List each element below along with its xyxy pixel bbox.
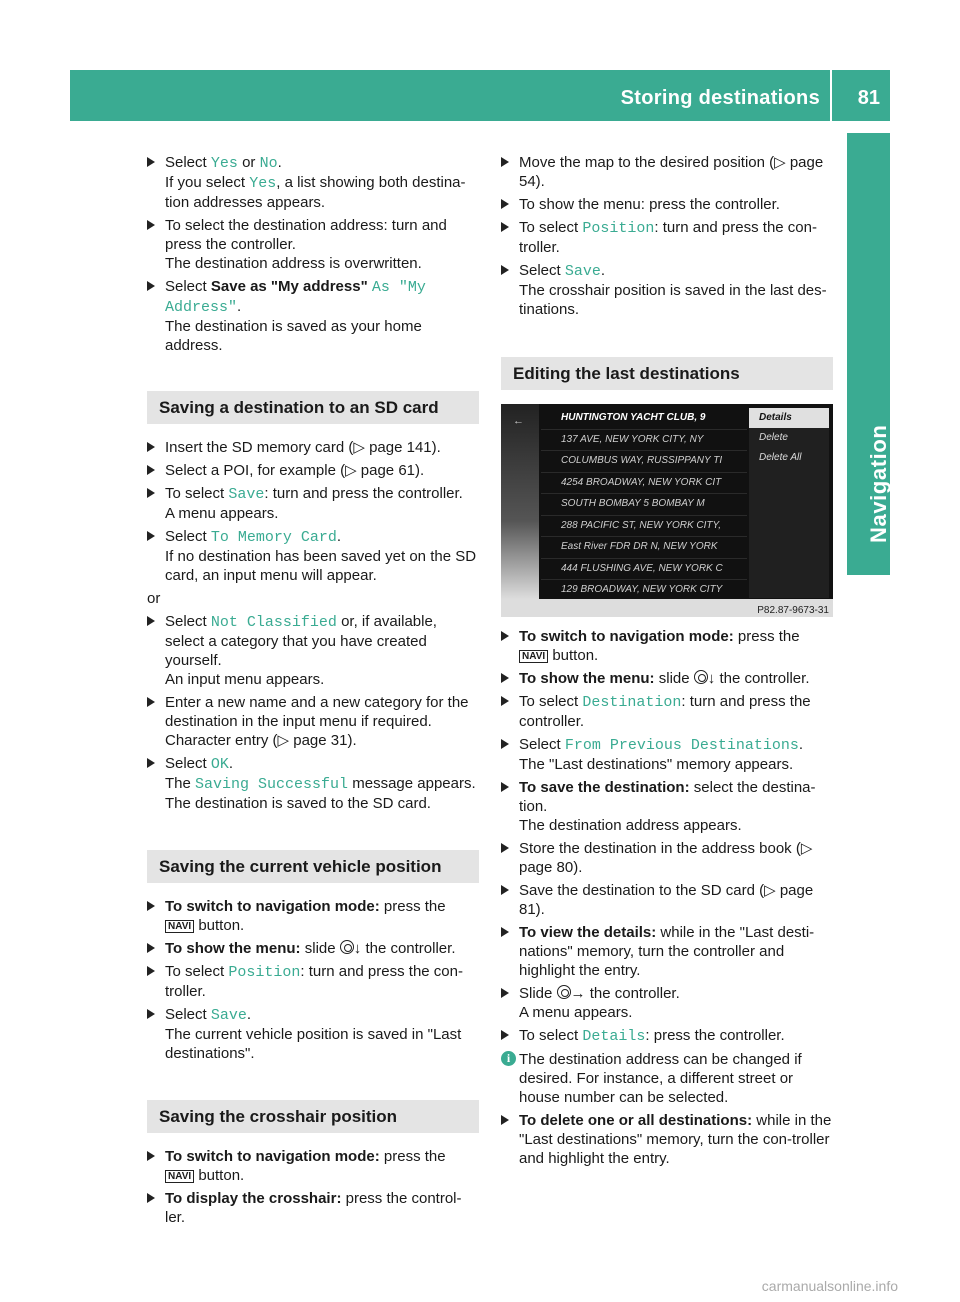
step-arrow-icon (501, 1030, 509, 1040)
side-tab-label: Navigation (866, 424, 891, 543)
step-select-ok: Select OK. The Saving Successful message appears. The destination is saved to the SD card. (147, 754, 479, 813)
list-item: 137 AVE, NEW YORK CITY, NY (541, 430, 747, 452)
step-enter-name: Enter a new name and a new category for the destination in the input menu if required. Character entry (▷ page 31). (147, 693, 479, 750)
info-icon: i (501, 1051, 516, 1066)
list-item: 444 FLUSHING AVE, NEW YORK C (541, 559, 747, 581)
header-title: Storing destinations (620, 87, 820, 109)
step-from-previous: Select From Previous Destinations. The "Last destinations" memory appears. (501, 735, 833, 774)
step-arrow-icon (501, 696, 509, 706)
step-store-address-book: Store the destination in the address book (▷ page 80). (501, 839, 833, 877)
step-arrow-icon (147, 901, 155, 911)
section-heading-crosshair: Saving the crosshair position (147, 1100, 479, 1133)
step-show-menu: To show the menu: slide ↓ the controller. (147, 939, 479, 958)
step-arrow-icon (147, 697, 155, 707)
step-arrow-icon (147, 157, 155, 167)
step-arrow-icon (147, 281, 155, 291)
header-divider (830, 70, 832, 121)
step-nav-mode-2: To switch to navigation mode: press the NAVI button. (147, 1147, 479, 1185)
page-header (70, 70, 890, 121)
left-column (147, 153, 479, 1231)
step-arrow-icon (501, 222, 509, 232)
step-arrow-icon (147, 616, 155, 626)
menu-item-details: Details (749, 408, 829, 428)
controller-slide-down-icon (694, 670, 708, 684)
options-menu (749, 408, 829, 598)
list-item: COLUMBUS WAY, RUSSIPPANY TI (541, 451, 747, 473)
section-heading-last-destinations: Editing the last destinations (501, 357, 833, 390)
step-arrow-icon (501, 885, 509, 895)
step-arrow-icon (501, 265, 509, 275)
step-select-destination: To select Destination: turn and press the controller. (501, 692, 833, 731)
right-column (501, 153, 833, 1172)
step-save-destination: To save the destination: select the destina-tion. The destination address appears. (501, 778, 833, 835)
step-arrow-icon (501, 199, 509, 209)
step-arrow-icon (147, 966, 155, 976)
step-select-position-r: To select Position: turn and press the con-troller. (501, 218, 833, 257)
step-arrow-icon (501, 673, 509, 683)
info-note: i The destination address can be changed if desired. For instance, a different street or house number can be selected. (501, 1050, 833, 1107)
step-select-address: To select the destination address: turn and press the controller. The destination address is overwritten. (147, 216, 479, 273)
list-item: 129 BROADWAY, NEW YORK CITY (541, 580, 747, 602)
section-side-tab (847, 133, 890, 575)
step-arrow-icon (501, 1115, 509, 1125)
last-destinations-screenshot (501, 404, 833, 617)
step-move-map: Move the map to the desired position (▷ page 54). (501, 153, 833, 191)
menu-item-delete: Delete (759, 432, 788, 443)
step-nav-mode-r: To switch to navigation mode: press the NAVI button. (501, 627, 833, 665)
step-arrow-icon (147, 758, 155, 768)
step-display-crosshair: To display the crosshair: press the control-ler. (147, 1189, 479, 1227)
list-item: 4254 BROADWAY, NEW YORK CIT (541, 473, 747, 495)
step-select-position: To select Position: turn and press the con-troller. (147, 962, 479, 1001)
list-item: HUNTINGTON YACHT CLUB, 9 (541, 408, 747, 430)
step-slide-right: Slide → the controller. A menu appears. (501, 984, 833, 1022)
watermark: carmanualsonline.info (761, 1278, 898, 1294)
step-arrow-icon (147, 943, 155, 953)
step-arrow-icon (501, 843, 509, 853)
step-arrow-icon (147, 1193, 155, 1203)
navi-button-icon: NAVI (165, 920, 194, 933)
step-nav-mode: To switch to navigation mode: press the NAVI button. (147, 897, 479, 935)
step-select-save: To select Save: turn and press the controller. A menu appears. (147, 484, 479, 523)
step-arrow-icon (147, 531, 155, 541)
list-item: SOUTH BOMBAY 5 BOMBAY M (541, 494, 747, 516)
step-arrow-icon (147, 1009, 155, 1019)
step-arrow-icon (147, 465, 155, 475)
controller-slide-down-icon (340, 940, 354, 954)
step-view-details: To view the details: while in the "Last desti-nations" memory, turn the controller and highlight the entry. (501, 923, 833, 980)
section-heading-sd-card: Saving a destination to an SD card (147, 391, 479, 424)
step-select-poi: Select a POI, for example (▷ page 61). (147, 461, 479, 480)
step-arrow-icon (501, 157, 509, 167)
destination-list (541, 408, 747, 602)
step-show-menu-slide: To show the menu: slide ↓ the controller. (501, 669, 833, 688)
step-not-classified: Select Not Classified or, if available, select a category that you have created yourself. An input menu appears. (147, 612, 479, 689)
section-heading-vehicle-position: Saving the current vehicle position (147, 850, 479, 883)
step-select-save-r: Select Save. The crosshair position is saved in the last des-tinations. (501, 261, 833, 319)
step-to-memory-card: Select To Memory Card. If no destination has been saved yet on the SD card, an input menu will appear. (147, 527, 479, 585)
navi-button-icon: NAVI (165, 1170, 194, 1183)
step-insert-sd: Insert the SD memory card (▷ page 141). (147, 438, 479, 457)
step-arrow-icon (147, 442, 155, 452)
step-select-save-position: Select Save. The current vehicle position is saved in "Last destinations". (147, 1005, 479, 1063)
step-save-sd: Save the destination to the SD card (▷ page 81). (501, 881, 833, 919)
back-icon: ← (513, 415, 524, 427)
step-select-details: To select Details: press the controller. (501, 1026, 833, 1046)
controller-slide-right-icon (557, 985, 571, 999)
step-arrow-icon (501, 927, 509, 937)
figure-code: P82.87-9673-31 (757, 605, 829, 616)
step-select-yes-no: Select Yes or No. If you select Yes, a list showing both destina-tion addresses appears. (147, 153, 479, 212)
list-item: East River FDR DR N, NEW YORK (541, 537, 747, 559)
step-arrow-icon (147, 220, 155, 230)
step-arrow-icon (501, 988, 509, 998)
or-text: or (147, 590, 161, 607)
list-item: 288 PACIFIC ST, NEW YORK CITY, (541, 516, 747, 538)
step-show-menu-r: To show the menu: press the controller. (501, 195, 833, 214)
step-arrow-icon (501, 782, 509, 792)
step-arrow-icon (147, 488, 155, 498)
page-number: 81 (857, 87, 880, 109)
menu-item-delete-all: Delete All (759, 452, 802, 463)
step-delete-destinations: To delete one or all destinations: while in the "Last destinations" memory, turn the con-troller and highlight the entry. (501, 1111, 833, 1168)
navi-button-icon: NAVI (519, 650, 548, 663)
step-arrow-icon (501, 631, 509, 641)
step-arrow-icon (501, 739, 509, 749)
step-save-as-my-address: Select Save as "My address" As "My Address". The destination is saved as your home address. (147, 277, 479, 355)
step-arrow-icon (147, 1151, 155, 1161)
